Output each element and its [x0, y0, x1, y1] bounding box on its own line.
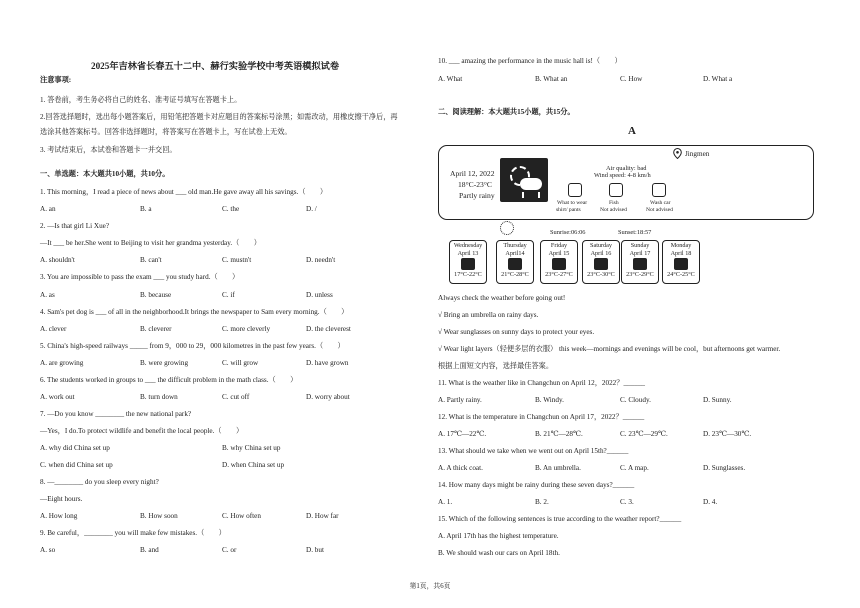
q11-option-b: B. Windy. — [535, 396, 564, 404]
weather-air-quality: Air quality: bad — [606, 165, 647, 172]
q4-option-d: D. the cleverest — [306, 325, 351, 333]
q10-option-a: A. What — [438, 75, 463, 83]
question-2: 2. —Is that girl Li Xue? — [40, 222, 110, 230]
advice-fish: Fish — [609, 200, 619, 206]
q9-option-b: B. and — [140, 546, 159, 554]
rain-icon — [508, 258, 522, 270]
q3-option-b: B. because — [140, 291, 172, 299]
q7-option-d: D. when China set up — [222, 461, 285, 469]
car-wash-icon — [652, 183, 666, 197]
q13-option-c: C. A map. — [620, 464, 649, 472]
passage-label: A — [628, 125, 636, 137]
q13-option-a: A. A thick coat. — [438, 464, 483, 472]
q2-option-b: B. can't — [140, 256, 162, 264]
q7-option-c: C. when did China set up — [40, 461, 113, 469]
question-9: 9. Be careful，________ you will make few mistakes.（ ） — [40, 529, 226, 537]
note-2a: 2.回答选择题时，选出每小题答案后，用铅笔把答题卡对应题目的答案标号涂黑；如需改动，用橡皮擦干净后，再 — [40, 113, 398, 121]
sun-icon — [594, 258, 608, 270]
sunset: Sunset:18:57 — [618, 229, 652, 236]
q6-option-b: B. turn down — [140, 393, 178, 401]
q2-option-c: C. mustn't — [222, 256, 252, 264]
advice-carwash: Wash car — [650, 200, 671, 206]
q14-option-c: C. 3. — [620, 498, 634, 506]
forecast-day-4: Saturday April 16 23°C-30°C — [582, 240, 620, 284]
question-1: 1. This morning，I read a piece of news about ___ old man.He gave away all his savings.（ ） — [40, 188, 328, 196]
passage-line-2: √ Bring an umbrella on rainy days. — [438, 311, 539, 319]
partly-rainy-icon — [500, 158, 548, 202]
question-7: 7. —Do you know ________ the new national park? — [40, 410, 192, 418]
q13-option-d: D. Sunglasses. — [703, 464, 746, 472]
sunrise: Sunrise:06:06 — [550, 229, 586, 236]
q8-option-a: A. How long — [40, 512, 78, 520]
q15-option-b: B. We should wash our cars on April 18th. — [438, 549, 560, 557]
forecast-day-6: Monday April 18 24°C-25°C — [662, 240, 700, 284]
advice-wear-2: shirt/ pants — [556, 207, 581, 213]
weather-condition: Partly rainy — [459, 191, 495, 200]
q6-option-c: C. cut off — [222, 393, 250, 401]
q1-option-b: B. a — [140, 205, 152, 213]
q11-option-c: C. Cloudy. — [620, 396, 651, 404]
q14-option-a: A. 1. — [438, 498, 453, 506]
passage-line-4: √ Wear light layers（轻便多层的衣服） this week—mornings and evenings will be cool，but afternoons get warmer. — [438, 345, 781, 353]
fishing-icon — [609, 183, 623, 197]
forecast-day-2: Thursday April14 21°C-28°C — [496, 240, 534, 284]
passage-line-3: √ Wear sunglasses on sunny days to protect your eyes. — [438, 328, 595, 336]
q1-option-a: A. an — [40, 205, 56, 213]
q3-option-d: D. unless — [306, 291, 333, 299]
q5-option-d: D. have grown — [306, 359, 349, 367]
passage-instruction: 根据上面短文内容，选择最佳答案。 — [438, 362, 554, 370]
q3-option-a: A. as — [40, 291, 55, 299]
q9-option-c: C. or — [222, 546, 237, 554]
rain-icon — [461, 258, 475, 270]
section-2-heading: 二、阅读理解：本大题共15小题，共15分。 — [438, 108, 575, 116]
q4-option-a: A. clever — [40, 325, 67, 333]
passage-line-1: Always check the weather before going out! — [438, 294, 566, 302]
forecast-day-5: Sunday April 17 23°C-29°C — [621, 240, 659, 284]
sun-icon — [552, 258, 566, 270]
advice-fish-2: Not advised — [600, 207, 627, 213]
question-8: 8. —________ do you sleep every night? — [40, 478, 159, 486]
q1-option-c: C. the — [222, 205, 240, 213]
q13-option-b: B. An umbrella. — [535, 464, 581, 472]
q2-option-a: A. shouldn't — [40, 256, 75, 264]
q15-option-a: A. April 17th has the highest temperature. — [438, 532, 559, 540]
note-2b: 选涂其他答案标号。回答非选择题时，将答案写在答题卡上，写在试卷上无效。 — [40, 128, 292, 136]
q11-option-a: A. Partly rainy. — [438, 396, 482, 404]
weather-wind: Wind speed: 4-8 km/h — [594, 172, 651, 179]
q5-option-b: B. were growing — [140, 359, 189, 367]
question-3: 3. You are impossible to pass the exam ___ you study hard.（ ） — [40, 273, 240, 281]
rain-icon — [633, 258, 647, 270]
q12-option-a: A. 17℃—22℃. — [438, 430, 487, 438]
q8-option-d: D. How far — [306, 512, 339, 520]
q5-option-a: A. are growing — [40, 359, 84, 367]
question-4: 4. Sam's pet dog is ___ of all in the neighborhood.It brings the newspaper to Sam every morning.（ ） — [40, 308, 349, 316]
q10-option-d: D. What a — [703, 75, 733, 83]
q7-option-a: A. why did China set up — [40, 444, 110, 452]
question-12: 12. What is the temperature in Changchun on April 17，2022？______ — [438, 413, 645, 421]
storm-icon — [674, 258, 688, 270]
question-7-line2: —Yes，I do.To protect wildlife and benefit the local people.（ ） — [40, 427, 244, 435]
location-pin-icon — [673, 148, 682, 159]
q4-option-b: B. cleverer — [140, 325, 172, 333]
question-14: 14. How many days might be rainy during these seven days?______ — [438, 481, 635, 489]
note-1: 1. 答卷前，考生务必将自己的姓名、准考证号填写在答题卡上。 — [40, 96, 242, 104]
q14-option-d: D. 4. — [703, 498, 718, 506]
question-2-line2: —It ___ be her.She went to Beijing to visit her grandma yesterday.（ ） — [40, 239, 261, 247]
q12-option-c: C. 23℃—29℃. — [620, 430, 668, 438]
q12-option-d: D. 23℃—30℃. — [703, 430, 752, 438]
note-3: 3. 考试结束后，本试卷和答题卡一并交回。 — [40, 146, 177, 154]
q8-option-c: C. How often — [222, 512, 261, 520]
question-15: 15. Which of the following sentences is true according to the weather report?______ — [438, 515, 682, 523]
q10-option-b: B. What an — [535, 75, 568, 83]
notes-heading: 注意事项: — [40, 76, 72, 84]
q11-option-d: D. Sunny. — [703, 396, 732, 404]
weather-temp: 18°C-23°C — [458, 180, 492, 189]
shirt-icon — [568, 183, 582, 197]
q5-option-c: C. will grow — [222, 359, 259, 367]
q8-option-b: B. How soon — [140, 512, 178, 520]
q6-option-a: A. work out — [40, 393, 75, 401]
q9-option-a: A. so — [40, 546, 56, 554]
page-footer: 第1页，共6页 — [409, 583, 451, 590]
q6-option-d: D. worry about — [306, 393, 350, 401]
q7-option-b: B. why China set up — [222, 444, 281, 452]
q9-option-d: D. but — [306, 546, 324, 554]
question-10: 10. ___ amazing the performance in the music hall is!（ ） — [438, 57, 622, 65]
question-13: 13. What should we take when we went out on April 15th?______ — [438, 447, 629, 455]
forecast-day-1: Wednesday April 13 17°C-22°C — [449, 240, 487, 284]
advice-wear: What to wear — [557, 200, 588, 206]
question-6: 6. The students worked in groups to ___ the difficult problem in the math class.（ ） — [40, 376, 298, 384]
forecast-day-3: Friday April 15 23°C-27°C — [540, 240, 578, 284]
q14-option-b: B. 2. — [535, 498, 549, 506]
section-1-heading: 一、单选题：本大题共10小题，共10分。 — [40, 170, 170, 178]
weather-city: Jingmen — [685, 150, 710, 158]
q12-option-b: B. 21℃—28℃. — [535, 430, 583, 438]
q10-option-c: C. How — [620, 75, 643, 83]
q3-option-c: C. if — [222, 291, 235, 299]
weather-date: April 12, 2022 — [450, 169, 495, 178]
exam-title: 2025年吉林省长春五十二中、赫行实验学校中考英语模拟试卷 — [90, 61, 340, 71]
q1-option-d: D. / — [306, 205, 317, 213]
q2-option-d: D. needn't — [306, 256, 336, 264]
question-5: 5. China's high-speed railways _____ from 9，000 to 29，000 kilometres in the past few years.（ ） — [40, 342, 345, 350]
advice-carwash-2: Not advised — [646, 207, 673, 213]
question-8-line2: —Eight hours. — [40, 495, 83, 503]
q4-option-c: C. more cleverly — [222, 325, 271, 333]
question-11: 11. What is the weather like in Changchun on April 12，2022？______ — [438, 379, 646, 387]
sun-icon — [500, 221, 514, 235]
